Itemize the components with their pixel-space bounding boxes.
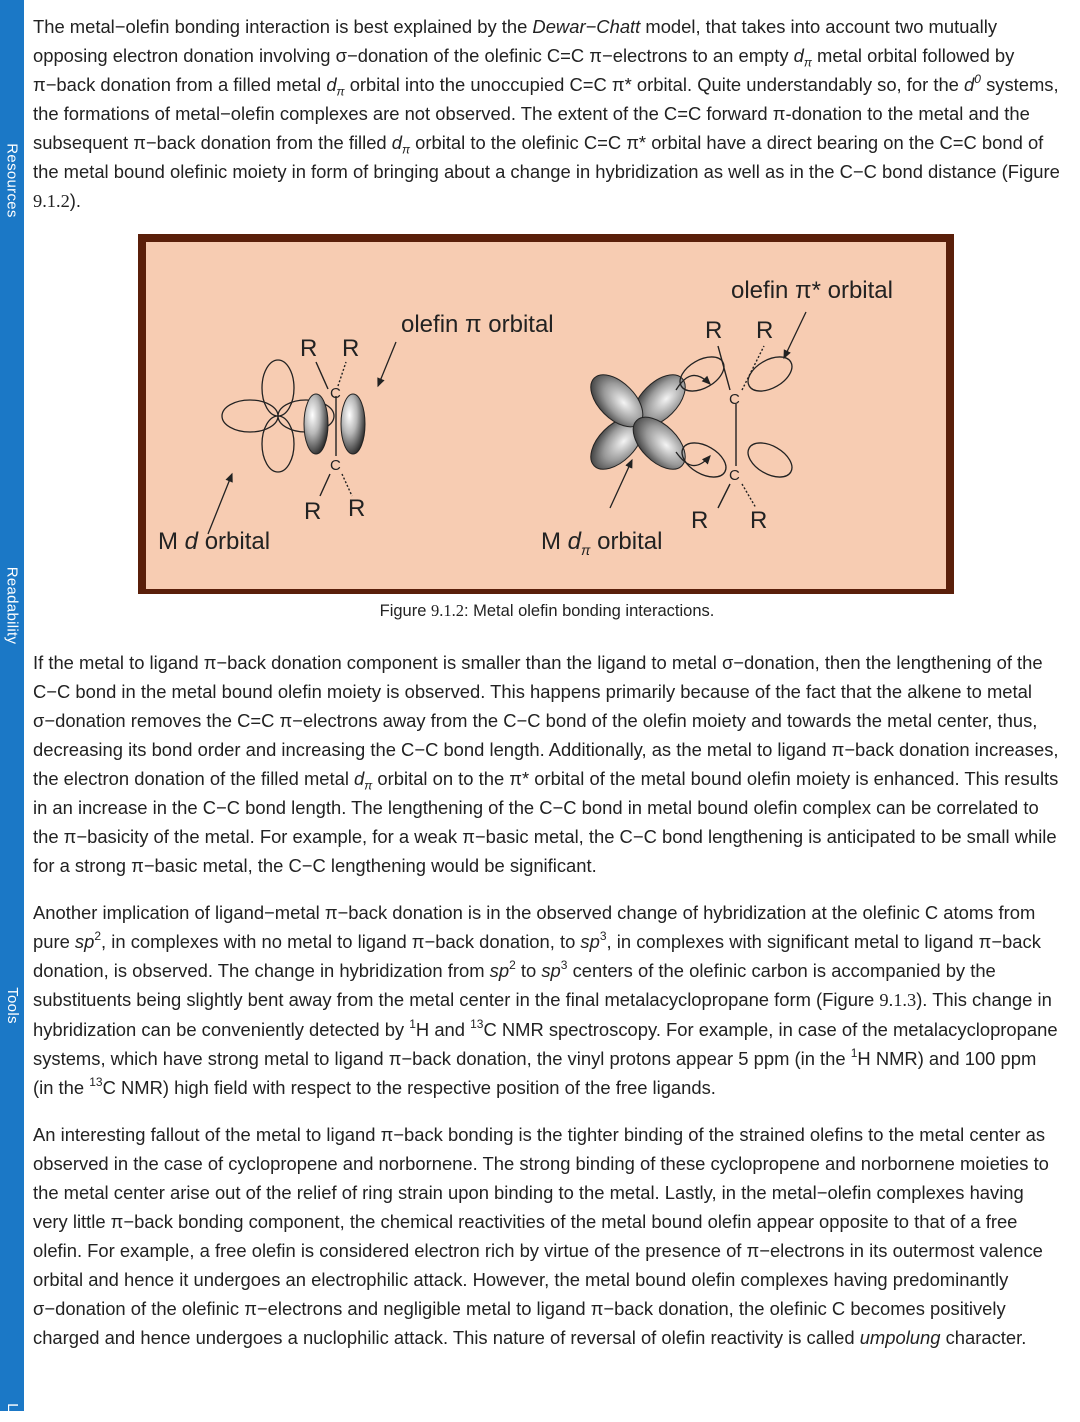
- r-label-right-1: R: [705, 317, 723, 344]
- r-label-left-3: R: [304, 498, 322, 525]
- r-label-right-2: R: [756, 317, 774, 344]
- bonding-diagram: [138, 234, 954, 594]
- r-label-right-4: R: [750, 507, 768, 534]
- carbon-label-right-bottom: C: [729, 467, 740, 484]
- readability-tab-label: Readability: [3, 566, 21, 644]
- carbon-label-right-top: C: [729, 391, 740, 408]
- label-metal-dpi-orbital: M $d_\pi$ orbital: [541, 528, 663, 558]
- figure-link-9-1-2[interactable]: 9.1.2: [33, 191, 70, 211]
- olefin-pi-lobe-1: [304, 394, 328, 454]
- label-metal-d-orbital: M d orbital: [158, 528, 271, 555]
- resources-tab[interactable]: [0, 120, 24, 240]
- label-olefin-pistar-orbital: olefin π* orbital: [731, 277, 893, 304]
- paragraph-hybridization: Another implication of ligand−metal π−back donation is in the observed change of hybridization at the olefinic C atoms from pure $sp^2$, in complexes with no metal to ligand π−back donation, to $sp^3$, in complexes with significant metal to ligand π−back donation, is observed. The change in hybridization from $sp^2$ to $sp^3$ centers of the olefinic carbon is accompanied by the substituents being slightly bent away from the metal center in the final metalacyclopropane form (Figure 9.1.3). This change in hybridization can be conveniently detected by $^1$H and $^{13}$C NMR spectroscopy. For example, in case of the metalacyclopropane systems, which have strong metal to ligand π−back donation, the vinyl protons appear 5 ppm (in the $^1$H NMR) and 100 ppm (in the $^{13}$C NMR) high field with respect to the respective position of the free ligands.: [33, 902, 1058, 1098]
- figure-caption: Figure 9.1.2: Metal olefin bonding interactions.: [379, 601, 715, 620]
- paragraph-strained-olefins: An interesting fallout of the metal to ligand π−back bonding is the tighter binding of the strained olefins to the metal center as observed in the case of cyclopropene and norbornene. The strong binding of these cyclopropene and norbornene moieties to the metal center arise out of the relief of ring strain upon binding to the metal. Lastly, in the metal−olefin complexes having very little π−back bonding component, the chemical reactivities of the metal bound olefin appear opposite to that of a free olefin. For example, a free olefin is considered electron rich by virtue of the presence of π−electrons in its outermost valence orbital and hence it undergoes an electrophilic attack. However, the metal bound olefin complexes having predominantly σ−donation of the olefinic π−electrons and negligible metal to ligand π−back donation, the olefinic C becomes positively charged and hence undergoes a nuclophilic attack. This nature of reversal of olefin reactivity is called umpolung character.: [33, 1124, 1049, 1348]
- tools-tab[interactable]: [0, 965, 24, 1045]
- olefin-pi-lobe-2: [341, 394, 365, 454]
- r-label-left-1: R: [300, 335, 318, 362]
- paragraph-dewar-chatt: The metal−olefin bonding interaction is best explained by the Dewar−Chatt model, that takes into account two mutually opposing electron donation involving σ−donation of the olefinic C=C π−electrons to an empty $d_\pi$ metal orbital followed by π−back donation from a filled metal $d_\pi$ orbital into the unoccupied C=C π* orbital. Quite understandably so, for the $d^0$ systems, the formations of metal−olefin complexes are not observed. The extent of the C=C forward π-donation to the metal and the subsequent π−back donation from the filled $d_\pi$ orbital to the olefinic C=C π* orbital have a direct bearing on the C=C bond of the metal bound olefinic moiety in form of bringing about a change in hybridization as well as in the C−C bond distance (Figure 9.1.2).: [33, 16, 1060, 211]
- side-toolbar: [0, 0, 24, 1411]
- tools-tab-label: Tools: [3, 986, 21, 1024]
- carbon-label-left-bottom: C: [330, 457, 341, 474]
- article-content: [33, 12, 1061, 1370]
- carbon-label-left-top: C: [330, 385, 341, 402]
- partial-tab[interactable]: [0, 1392, 24, 1422]
- label-olefin-pi-orbital: olefin π orbital: [401, 311, 554, 338]
- r-label-left-4: R: [348, 495, 366, 522]
- bonding-diagram-svg: [138, 234, 954, 594]
- readability-tab[interactable]: [0, 540, 24, 670]
- resources-tab-label: Resources: [3, 142, 21, 218]
- partial-tab-label: L: [3, 1402, 21, 1412]
- r-label-left-2: R: [342, 335, 360, 362]
- paragraph-bond-lengthening: If the metal to ligand π−back donation component is smaller than the ligand to metal σ−donation, then the lengthening of the C−C bond in the metal bound olefin moiety is observed. This happens primarily because of the fact that the alkene to metal σ−donation removes the C=C π−electrons away from the C−C bond of the olefin moiety and towards the metal center, thus, decreasing its bond order and increasing the C−C bond length. Additionally, as the metal to ligand π−back donation increases, the electron donation of the filled metal $d_\pi$ orbital on to the π* orbital of the metal bound olefin moiety is enhanced. This results in an increase in the C−C bond length. The lengthening of the C−C bond in metal bound olefin complex can be correlated to the π−basicity of the metal. For example, for a weak π−basic metal, the C−C bond lengthening is anticipated to be small while for a strong π−basic metal, the C−C lengthening would be significant.: [33, 652, 1059, 876]
- figure-9-1-2: [33, 234, 1061, 626]
- figure-link-9-1-3[interactable]: 9.1.3: [879, 990, 917, 1010]
- r-label-right-3: R: [691, 507, 709, 534]
